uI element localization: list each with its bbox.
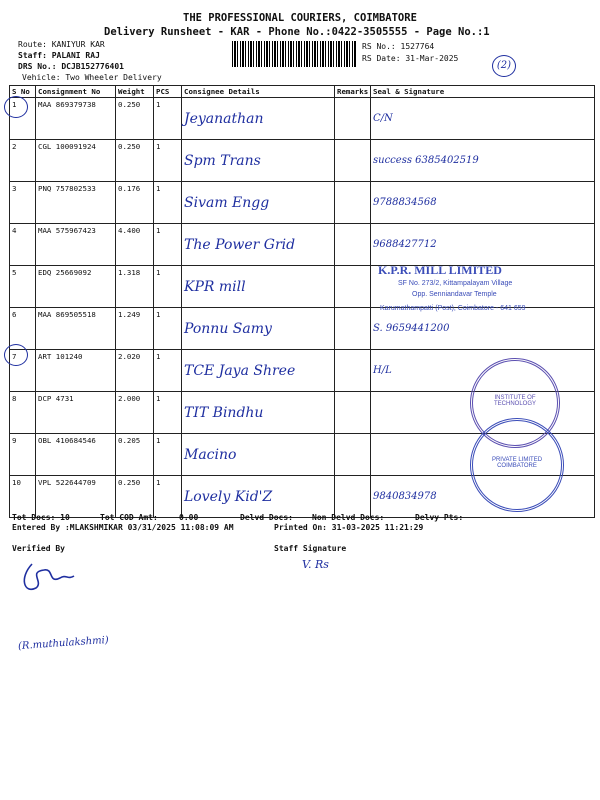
institute-seal-text: INSTITUTE OF TECHNOLOGY xyxy=(493,395,536,407)
pcs-cell: 1 xyxy=(154,350,182,392)
pcs-cell: 1 xyxy=(154,224,182,266)
col-consignee: Consignee Details xyxy=(182,86,335,98)
remarks-cell xyxy=(335,350,371,392)
remarks-cell xyxy=(335,308,371,350)
consignment-no-cell: CGL 100091924 xyxy=(36,140,116,182)
consignee-cell: Sivam Engg xyxy=(182,182,335,224)
row-7-circle-mark xyxy=(4,344,28,366)
remarks-cell xyxy=(335,224,371,266)
sno-cell: 7 xyxy=(10,350,36,392)
sno-cell: 1 xyxy=(10,98,36,140)
col-sno: S No xyxy=(10,86,36,98)
tot-docs: Tot Docs: 10 xyxy=(12,513,70,522)
weight-cell: 0.250 xyxy=(116,476,154,518)
entered-by: Entered By :MLAKSHMIKAR 03/31/2025 11:08:09 AM xyxy=(12,523,234,532)
consignee-cell: The Power Grid xyxy=(182,224,335,266)
verifier-name-handwritten: (R.muthulakshmi) xyxy=(17,634,110,653)
verified-by-label: Verified By xyxy=(12,544,65,553)
signature-cell: 9688427712 xyxy=(371,224,595,266)
table-row xyxy=(10,224,595,266)
circled-mark: (2) xyxy=(492,55,516,77)
weight-cell: 2.000 xyxy=(116,392,154,434)
kpr-stamp-line1: SF No. 273/2, Kittampalayam Village xyxy=(398,280,513,287)
signature-cell: 9788834568 xyxy=(371,182,595,224)
pcs-cell: 1 xyxy=(154,182,182,224)
remarks-cell xyxy=(335,182,371,224)
consignment-no-cell: MAA 869505518 xyxy=(36,308,116,350)
tot-cod-label: Tot COD Amt: xyxy=(100,513,158,522)
weight-cell: 0.250 xyxy=(116,140,154,182)
sno-cell: 3 xyxy=(10,182,36,224)
row-1-circle-mark xyxy=(4,96,28,118)
weight-cell: 1.318 xyxy=(116,266,154,308)
weight-cell: 0.205 xyxy=(116,434,154,476)
pcs-cell: 1 xyxy=(154,266,182,308)
signature-cell: success 6385402519 xyxy=(371,140,595,182)
consignee-cell: TCE Jaya Shree xyxy=(182,350,335,392)
consignment-no-cell: ART 101240 xyxy=(36,350,116,392)
remarks-cell xyxy=(335,266,371,308)
consignee-cell: Jeyanathan xyxy=(182,98,335,140)
remarks-cell xyxy=(335,434,371,476)
consignee-cell: Lovely Kid'Z xyxy=(182,476,335,518)
company-seal-text: PRIVATE LIMITED COIMBATORE xyxy=(491,457,543,469)
pcs-cell: 1 xyxy=(154,392,182,434)
signature-cell: H/L xyxy=(371,350,595,392)
vehicle-label: Vehicle: Two Wheeler Delivery xyxy=(22,73,162,82)
drs-label: DRS No.: DCJB152776401 xyxy=(18,62,124,71)
weight-cell: 0.176 xyxy=(116,182,154,224)
col-weight: Weight xyxy=(116,86,154,98)
signature-cell: C/N xyxy=(371,98,595,140)
route-label: Route: KANIYUR KAR xyxy=(18,40,105,49)
col-seal-signature: Seal & Signature xyxy=(371,86,595,98)
remarks-cell xyxy=(335,476,371,518)
consignment-no-cell: VPL 522644709 xyxy=(36,476,116,518)
sno-cell: 2 xyxy=(10,140,36,182)
sno-cell: 4 xyxy=(10,224,36,266)
table-row xyxy=(10,308,595,350)
remarks-cell xyxy=(335,392,371,434)
sno-cell: 8 xyxy=(10,392,36,434)
weight-cell: 1.249 xyxy=(116,308,154,350)
table-row xyxy=(10,98,595,140)
consignee-cell: Spm Trans xyxy=(182,140,335,182)
verifier-signature xyxy=(14,558,84,598)
consignee-cell: TIT Bindhu xyxy=(182,392,335,434)
delvy-pts: Delvy Pts: xyxy=(415,513,464,522)
col-consignment: Consignment No xyxy=(36,86,116,98)
consignment-no-cell: DCP 4731 xyxy=(36,392,116,434)
consignment-no-cell: MAA 575967423 xyxy=(36,224,116,266)
non-delvd-docs: Non Delvd Docs: xyxy=(312,513,385,522)
pcs-cell: 1 xyxy=(154,476,182,518)
consignment-no-cell: PNQ 757802533 xyxy=(36,182,116,224)
company-title: THE PROFESSIONAL COURIERS, COIMBATORE xyxy=(183,12,417,24)
pcs-cell: 1 xyxy=(154,98,182,140)
company-seal xyxy=(470,418,564,512)
rs-date-label: RS Date: 31-Mar-2025 xyxy=(362,54,459,63)
consignee-cell: KPR mill xyxy=(182,266,335,308)
table-header-row xyxy=(10,86,595,98)
signature-cell: 9840834978 xyxy=(371,476,595,518)
col-pcs: PCS xyxy=(154,86,182,98)
staff-signature-handwritten: V. Rs xyxy=(302,558,329,571)
weight-cell: 0.250 xyxy=(116,98,154,140)
consignment-no-cell: EDQ 25669092 xyxy=(36,266,116,308)
delvd-docs: Delvd Docs: xyxy=(240,513,293,522)
consignment-no-cell: MAA 869379738 xyxy=(36,98,116,140)
pcs-cell: 1 xyxy=(154,308,182,350)
pcs-cell: 1 xyxy=(154,140,182,182)
sno-cell: 9 xyxy=(10,434,36,476)
consignee-cell: Ponnu Samy xyxy=(182,308,335,350)
staff-signature-label: Staff Signature xyxy=(274,544,347,553)
pcs-cell: 1 xyxy=(154,434,182,476)
sno-cell: 5 xyxy=(10,266,36,308)
staff-label: Staff: PALANI RAJ xyxy=(18,51,100,60)
rs-no-label: RS No.: 1527764 xyxy=(362,42,435,51)
signature-cell: S. 9659441200 xyxy=(371,308,595,350)
kpr-stamp-name: K.P.R. MILL LIMITED xyxy=(378,263,502,277)
weight-cell: 4.400 xyxy=(116,224,154,266)
consignment-no-cell: OBL 410684546 xyxy=(36,434,116,476)
kpr-stamp-line2: Opp. Senniandavar Temple xyxy=(412,291,497,298)
tot-cod-value: 0.00 xyxy=(179,513,199,522)
barcode xyxy=(232,41,356,67)
table-row xyxy=(10,182,595,224)
sno-cell: 6 xyxy=(10,308,36,350)
sno-cell: 10 xyxy=(10,476,36,518)
col-remarks: Remarks xyxy=(335,86,371,98)
consignee-cell: Macino xyxy=(182,434,335,476)
table-row xyxy=(10,140,595,182)
kpr-stamp-line3: Karumathampatti (Post), Coimbatore - 641 659 xyxy=(380,305,526,312)
weight-cell: 2.020 xyxy=(116,350,154,392)
printed-on: Printed On: 31-03-2025 11:21:29 xyxy=(274,523,424,532)
runsheet-subtitle: Delivery Runsheet - KAR - Phone No.:0422-3505555 - Page No.:1 xyxy=(104,26,490,38)
remarks-cell xyxy=(335,98,371,140)
remarks-cell xyxy=(335,140,371,182)
